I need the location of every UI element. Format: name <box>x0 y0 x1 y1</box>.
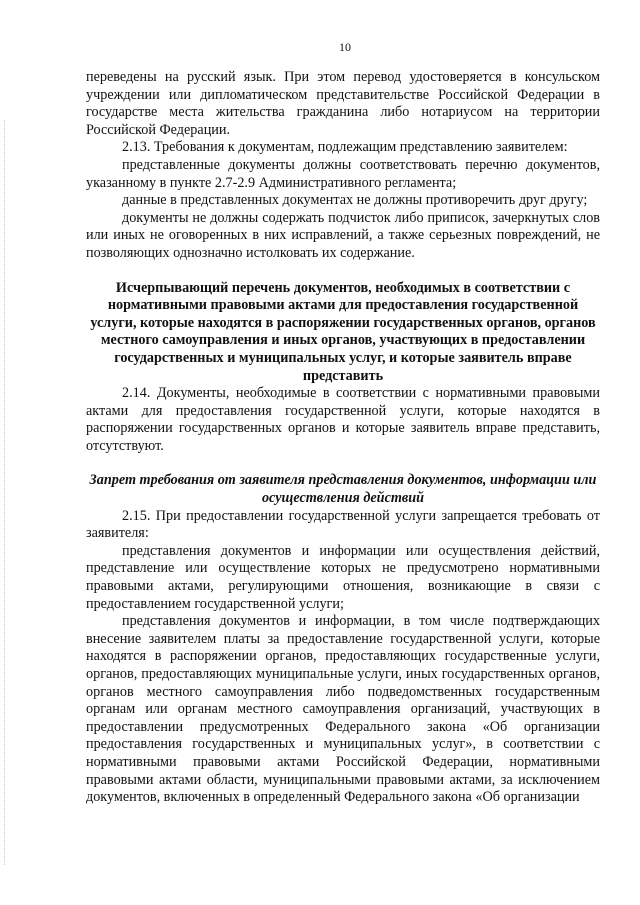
scan-edge-mark <box>4 120 6 865</box>
paragraph-prohibition-actions: представления документов и информации или осуществления действий, представление или осуществление которых не предусмотрено нормативными правовыми актами, регулирующими отношения, возникающие в связи с предоставлением государственной услуги; <box>86 542 600 612</box>
paragraph-prohibition-documents: представления документов и информации, в том числе подтверждающих внесение заявителем платы за предоставление государственной услуги, которые находятся в распоряжении органов, предоставляющих государственные услуги, органов, предоставляющих муниципальные услуги, иных государственных органов, органов местного самоуправления либо подведомственных государственным органам или органам местного самоуправления организаций, участвующих в предоставлении предусмотренных Федерального закона «Об организации предоставления государственных и муниципальных услуг», в соответствии с нормативными правовыми актами Российской Федерации, нормативными правовыми актами области, муниципальными правовыми актами, за исключением документов, включенных в определенный Федерального закона «Об организации <box>86 613 600 806</box>
paragraph-continuation: переведены на русский язык. При этом перевод удостоверяется в консульском учреждении или дипломатическом представительстве Российской Федерации в государстве места жительства гражданина либо нотариусом на территории Российской Федерации. <box>86 69 600 138</box>
paragraph-2-15: 2.15. При предоставлении государственной услуги запрещается требовать от заявителя: <box>86 507 600 542</box>
paragraph-requirement-list: представленные документы должны соответствовать перечню документов, указанному в пункте 2.7-2.9 Административного регламента; <box>86 156 600 191</box>
paragraph-requirement-corrections: документы не должны содержать подчисток либо приписок, зачеркнутых слов или иных не оговоренных в них исправлений, а также серьезных повреждений, не позволяющих однозначно истолковать их содержание. <box>86 209 600 261</box>
section-heading-prohibition: Запрет требования от заявителя представления документов, информации или осуществления действий <box>89 472 597 507</box>
paragraph-requirement-consistency: данные в представленных документах не должны противоречить друг другу; <box>122 192 588 209</box>
section-heading-documents-list: Исчерпывающий перечень документов, необходимых в соответствии с нормативными правовыми актами для предоставления государственной услуги, которые находятся в распоряжении государственных органов, органов местного самоуправления и иных органов, участвующих в предоставлении государственных и муниципальных услуг, и которые заявитель вправе представить <box>90 279 596 384</box>
paragraph-2-14: 2.14. Документы, необходимые в соответствии с нормативными правовыми актами для предоставления государственной услуги, которые находятся в распоряжении государственных органов и которые заявитель вправе представить, отсутствуют. <box>86 385 600 454</box>
paragraph-2-13: 2.13. Требования к документам, подлежащим представлению заявителем: <box>122 139 568 156</box>
page-number: 10 <box>339 40 351 54</box>
